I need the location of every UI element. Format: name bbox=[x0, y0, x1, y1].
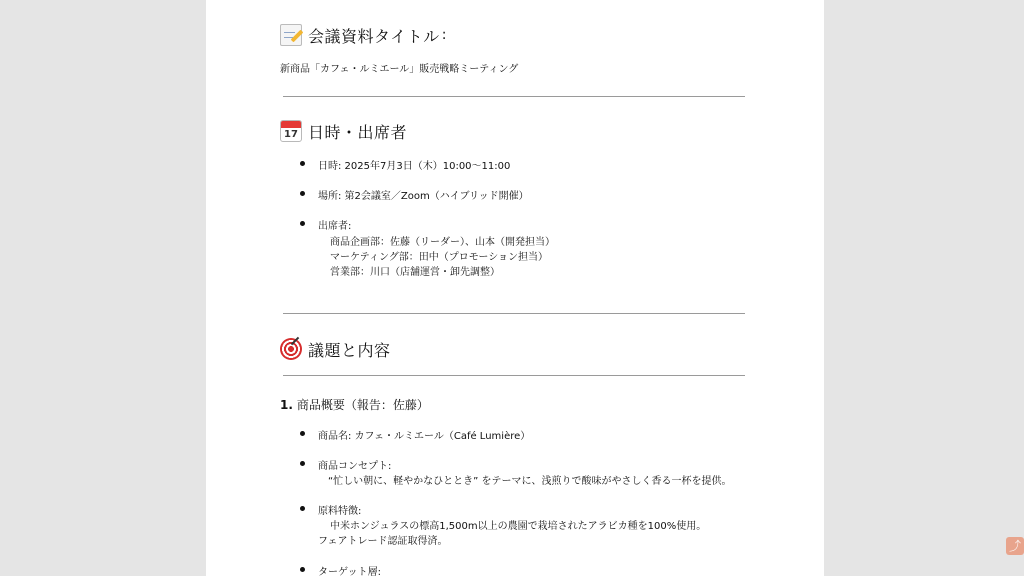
divider bbox=[283, 96, 745, 97]
memo-icon bbox=[280, 24, 302, 46]
bullet-dot bbox=[300, 191, 305, 196]
attendees-label: 出席者: bbox=[318, 221, 352, 232]
bullet-dot bbox=[300, 161, 305, 166]
target-label: ターゲット層: bbox=[318, 567, 381, 576]
section-heading-title bbox=[280, 24, 446, 46]
direct-hit-icon bbox=[280, 338, 302, 360]
agenda-item-title: 商品概要（報告：佐藤） bbox=[296, 398, 429, 412]
meeting-subtitle: 新商品「カフェ・ルミエール」販売戦略ミーティング bbox=[280, 64, 519, 75]
divider bbox=[283, 313, 745, 314]
bullet-dot bbox=[300, 506, 305, 511]
product-name-text: 商品名: カフェ・ルミエール（Café Lumière） bbox=[318, 431, 531, 442]
section-heading-agenda bbox=[280, 338, 391, 360]
place-text: 場所: 第2会議室／Zoom（ハイブリッド開催） bbox=[318, 191, 529, 202]
bullet-dot bbox=[300, 431, 305, 436]
material-text-cert: フェアトレード認証取得済。 bbox=[318, 536, 448, 547]
datetime-text: 日時: 2025年7月3日（木）10:00〜11:00 bbox=[318, 161, 511, 172]
concept-text: “忙しい朝に、軽やかなひととき” をテーマに、浅煎りで酸味がやさしく香る一杯を提供。 bbox=[328, 476, 732, 487]
document-page bbox=[206, 0, 824, 576]
attendee-line: 商品企画部：佐藤（リーダー）、山本（開発担当） bbox=[330, 237, 555, 248]
material-label: 原料特徴: bbox=[318, 506, 362, 517]
bullet-dot bbox=[300, 567, 305, 572]
pdf-icon[interactable]: ⤴ bbox=[1006, 537, 1024, 555]
heading-colon: : bbox=[441, 27, 447, 43]
divider bbox=[283, 375, 745, 376]
agenda-item-number: 1. bbox=[280, 398, 293, 412]
bullet-dot bbox=[300, 221, 305, 226]
heading-text: 会議資料タイトル bbox=[308, 26, 440, 46]
calendar-icon: 17 bbox=[280, 120, 302, 142]
section-heading-datetime bbox=[280, 120, 407, 142]
concept-label: 商品コンセプト: bbox=[318, 461, 392, 472]
heading-text: 議題と内容 bbox=[308, 340, 391, 360]
material-text: 中米ホンジュラスの標高1,500m以上の農園で栽培されたアラビカ種を100%使用。 bbox=[330, 521, 707, 532]
attendee-line: 営業部：川口（店舗運営・卸先調整） bbox=[330, 267, 500, 278]
attendee-line: マーケティング部：田中（プロモーション担当） bbox=[330, 252, 548, 263]
agenda-item-heading bbox=[280, 396, 429, 413]
heading-text: 日時・出席者 bbox=[308, 122, 408, 142]
bullet-dot bbox=[300, 461, 305, 466]
